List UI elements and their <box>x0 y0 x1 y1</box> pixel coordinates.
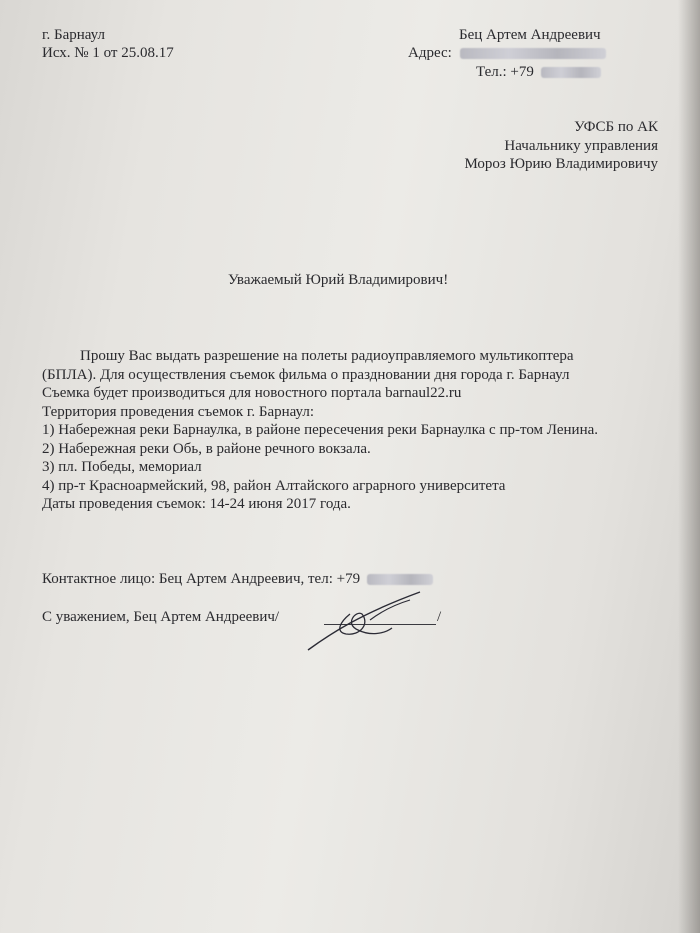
contact-text: Контактное лицо: Бец Артем Андреевич, тел: +79 <box>42 571 361 587</box>
body-line-9: Даты проведения съемок: 14-24 июня 2017 года. <box>42 496 351 512</box>
salutation: Уважаемый Юрий Владимирович! <box>228 272 449 288</box>
city-line: г. Барнаул <box>42 27 105 43</box>
body-line-6: 2) Набережная реки Обь, в районе речного вокзала. <box>42 441 371 457</box>
body-line-4: Территория проведения съемок г. Барнаул: <box>42 404 315 420</box>
outgoing-ref: Исх. № 1 от 25.08.17 <box>42 45 174 61</box>
sender-name: Бец Артем Андреевич <box>459 27 601 43</box>
handwritten-signature <box>300 584 430 654</box>
recipient-org: УФСБ по АК <box>574 119 658 135</box>
phone-label: Тел.: +79 <box>476 64 534 80</box>
sender-address <box>408 44 606 62</box>
paper-shadow <box>678 0 700 933</box>
recipient-name: Мороз Юрию Владимировичу <box>464 156 658 172</box>
body-line-2: (БПЛА). Для осуществления съемок фильма о праздновании дня города г. Барнаул <box>42 367 570 383</box>
closing-slash: / <box>437 609 442 625</box>
body-line-8: 4) пр-т Красноармейский, 98, район Алтайского аграрного университета <box>42 478 506 494</box>
body-line-7: 3) пл. Победы, мемориал <box>42 459 202 475</box>
body-line-3: Съемка будет производиться для новостного портала barnaul22.ru <box>42 385 462 401</box>
recipient-position: Начальнику управления <box>504 138 658 154</box>
address-label: Адрес: <box>408 45 452 61</box>
redacted-phone <box>541 67 601 78</box>
body-line-5: 1) Набережная реки Барнаулка, в районе пересечения реки Барнаулка с пр-том Ленина. <box>42 422 599 438</box>
body-line-1: Прошу Вас выдать разрешение на полеты радиоуправляемого мультикоптера <box>80 348 574 364</box>
closing-text: С уважением, Бец Артем Андреевич/ <box>42 609 280 625</box>
redacted-address <box>460 48 606 59</box>
sender-phone <box>476 63 601 81</box>
